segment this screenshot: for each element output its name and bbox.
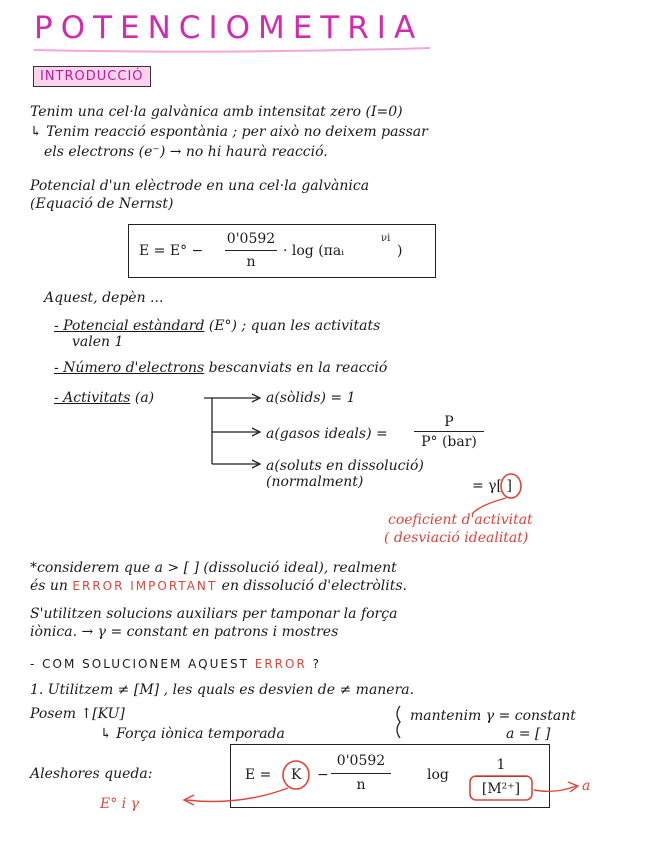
brace (397, 706, 400, 738)
activity-equals: = γ[ ] (472, 478, 512, 494)
gas-numerator: P (444, 414, 454, 430)
text-line: 1. Utilitzem ≠ [M] , les quals es desvien de ≠ manera. (30, 682, 415, 698)
text-line: *considerem que a > [ ] (dissolució ideal), realment (30, 560, 397, 576)
text-line: iònica. → γ = constant en patrons i mostres (30, 624, 339, 640)
e0-gamma-label: E° i γ (100, 796, 139, 812)
activity-solids: a(sòlids) = 1 (266, 390, 356, 406)
text-line: mantenim γ = constant (410, 708, 576, 724)
text-line: és un ERROR IMPORTANT en dissolució d'electròlits. (30, 578, 408, 594)
page-title: POTENCIOMETRIA (34, 10, 424, 46)
eq-denominator: n (246, 254, 256, 270)
text-line: Aleshores queda: (30, 766, 153, 782)
eq2-lhs: E = (245, 767, 272, 783)
text-line: Potencial d'un elèctrode en una cel·la galvànica (30, 178, 370, 194)
bullet-electrons: - Número d'electrons bescanviats en la reacció (54, 360, 388, 376)
text-line: Posem ↑[KU] (30, 706, 125, 722)
text-line: ↳ Força iònica temporada (100, 726, 285, 742)
question-line: - COM SOLUCIONEM AQUEST ERROR ? (30, 657, 321, 671)
gamma-circle (501, 474, 521, 498)
text-line: ↳ Tenim reacció espontània ; per això no deixem passar (30, 124, 428, 140)
eq2-fnum: 1 (496, 757, 506, 773)
eq2-fden: [M²⁺] (481, 781, 521, 797)
text-line: valen 1 (72, 334, 124, 350)
eq-lhs: E = E° − (139, 243, 204, 259)
eq-exponent: νi (381, 233, 391, 244)
text-line: S'utilitzen solucions auxiliars per tamponar la força (30, 606, 398, 622)
eq2-denominator: n (356, 777, 366, 793)
text-line: els electrons (e⁻) → no hi haurà reacció. (44, 144, 328, 160)
arrow-to-a (534, 786, 576, 791)
eq-log-term: · log (πaᵢ (283, 243, 345, 259)
eq-close: ) (397, 243, 403, 259)
activity-gases: a(gasos ideals) = (266, 426, 388, 442)
a-label: a (582, 778, 591, 794)
text-line: (Equació de Nernst) (30, 196, 174, 212)
eq2-k: K (291, 767, 302, 783)
section-heading: INTRODUCCIÓ (33, 66, 151, 87)
text-line: a = [ ] (506, 726, 551, 742)
bullet-potential: - Potencial estàndard (E°) ; quan les activitats (54, 318, 381, 334)
eq2-log: log (427, 767, 449, 783)
text-line: Aquest, depèn ... (44, 290, 164, 306)
gas-denominator: P° (bar) (421, 434, 477, 450)
title-underline (34, 48, 430, 52)
activity-coefficient-note: coeficient d'activitat (388, 512, 533, 528)
eq2-numerator: 0'0592 (336, 753, 386, 769)
activity-solutes: a(soluts en dissolució) (266, 458, 424, 474)
k-circle (283, 761, 309, 789)
activity-coefficient-note: ( desviació idealitat) (384, 530, 529, 546)
text-line: Tenim una cel·la galvànica amb intensitat zero (I=0) (30, 104, 403, 120)
bullet-activities: - Activitats (a) (54, 390, 155, 406)
arrow-to-e0 (186, 788, 288, 802)
text-line: (normalment) (266, 474, 364, 490)
eq2-minus: − (317, 767, 329, 783)
m2-box (470, 776, 532, 800)
eq-numerator: 0'0592 (226, 231, 276, 247)
